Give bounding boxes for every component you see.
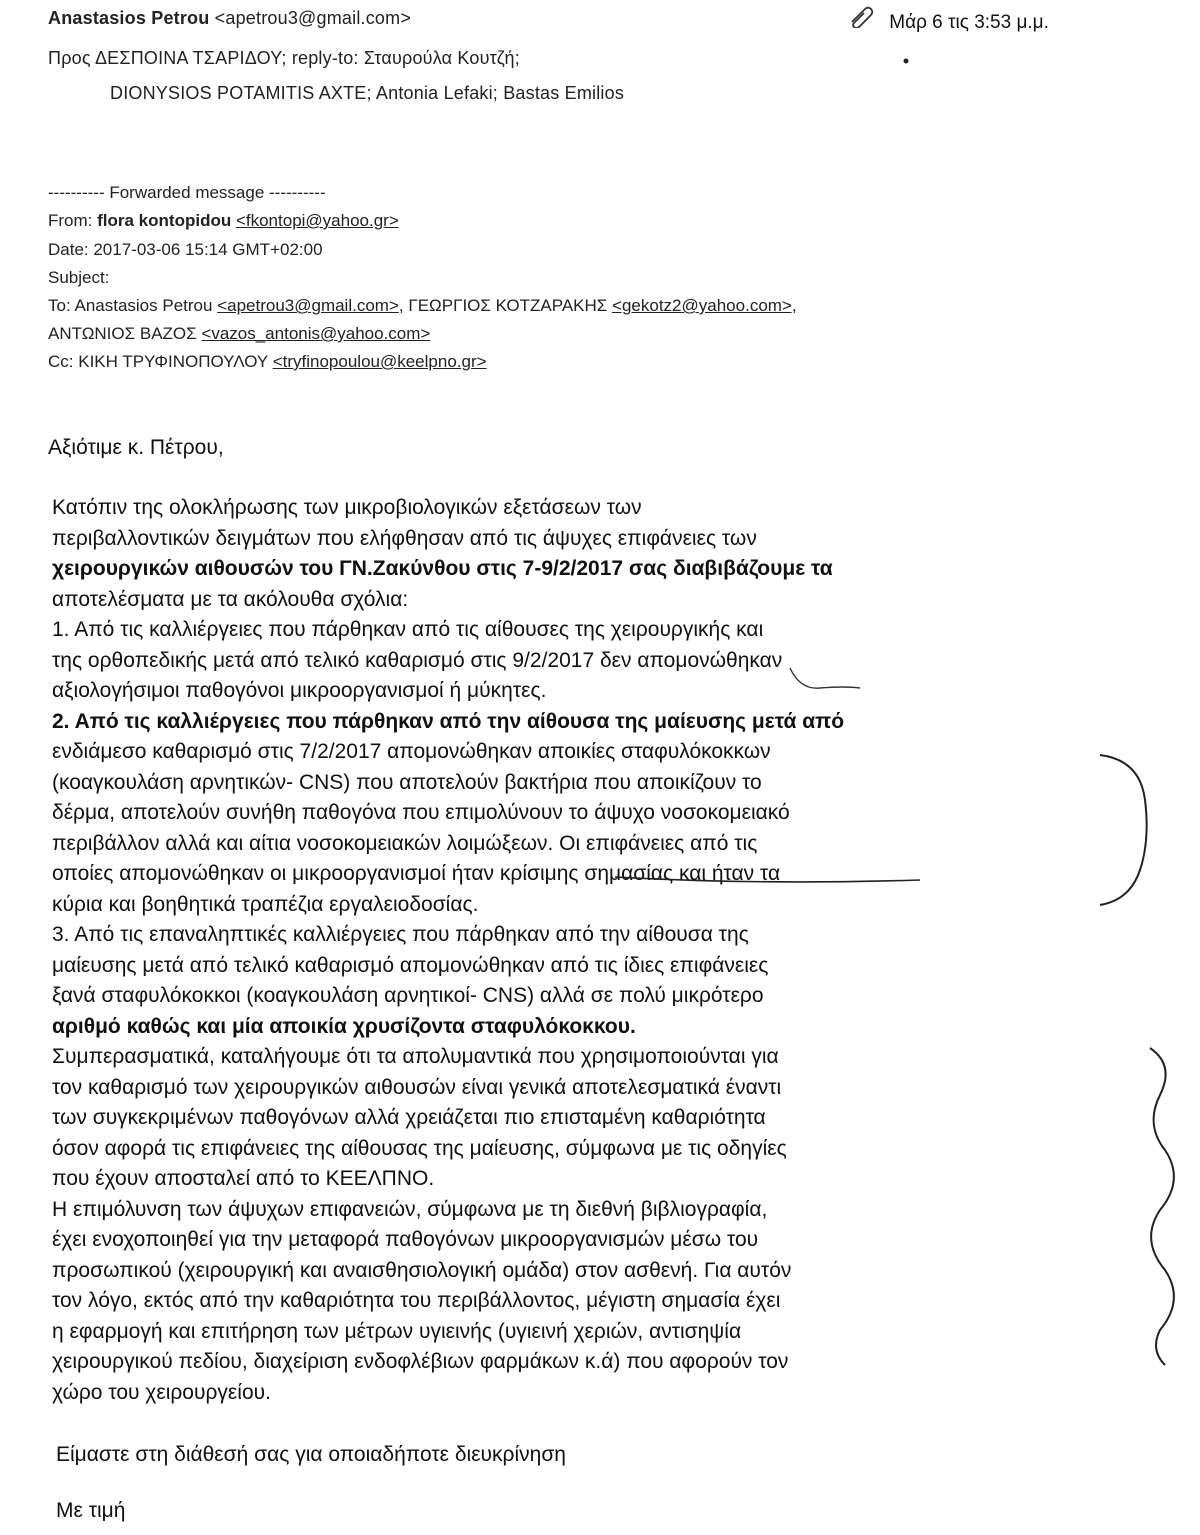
forwarded-date-line: Date: 2017-03-06 15:14 GMT+02:00 <box>48 240 323 259</box>
letter-line: περιβαλλοντικών δειγμάτων που ελήφθησαν από τις άψυχες επιφάνειες των <box>52 526 757 550</box>
letter-line: έχει ενοχοποιηθεί για την μεταφορά παθογόνων μικροοργανισμών μέσω του <box>52 1228 759 1251</box>
handwritten-wavy-line <box>1150 1048 1174 1365</box>
fw-to-1-email[interactable]: <apetrou3@gmail.com> <box>217 296 399 315</box>
letter-line: 3. Από τις επαναληπτικές καλλιέργειες που πάρθηκαν από την αίθουσα της <box>52 923 749 946</box>
letter-line: Η επιμόλυνση των άψυχων επιφανειών, σύμφωνα με τη διεθνή βιβλιογραφία, <box>52 1197 768 1221</box>
handwritten-bracket <box>1100 755 1147 905</box>
sender-name: Anastasios Petrou <box>48 8 210 28</box>
letter-greeting: Αξιότιμε κ. Πέτρου, <box>48 436 224 459</box>
fw-cc-name: ΚΙΚΗ ΤΡΥΦΙΝΟΠΟΥΛΟΥ <box>78 352 268 371</box>
letter-line: η εφαρμογή και επιτήρηση των μέτρων υγιεινής (υγιεινή χεριών, αντισηψία <box>52 1319 742 1343</box>
letter-line: χώρο του χειρουργείου. <box>52 1380 271 1404</box>
email-cc-line[interactable]: DIONYSIOS POTAMITIS AXTE; Antonia Lefaki; Bastas Emilios <box>110 83 625 103</box>
fw-cc-label: Cc: <box>48 352 74 371</box>
letter-line: δέρμα, αποτελούν συνήθη παθογόνα που επιμολύνουν το άψυχο νοσοκομειακό <box>52 801 790 824</box>
letter-line: όσον αφορά τις επιφάνειες της αίθουσας της μαίευσης, σύμφωνα με τις οδηγίες <box>52 1136 787 1160</box>
letter-line: 1. Από τις καλλιέργειες που πάρθηκαν από τις αίθουσες της χειρουργικής και <box>52 618 764 641</box>
to-recipients[interactable]: ΔΕΣΠΟΙΝΑ ΤΣΑΡΙΔΟΥ; reply-to: Σταυρούλα Κουτζή; <box>94 48 520 68</box>
handwritten-scribble <box>790 668 860 688</box>
letter-line: της ορθοπεδικής μετά από τελικό καθαρισμό στις 9/2/2017 δεν απομονώθηκαν <box>52 648 783 672</box>
fw-to-3-name: ΑΝΤΩΝΙΟΣ ΒΑΖΟΣ <box>48 324 197 343</box>
letter-line: Κατόπιν της ολοκλήρωσης των μικροβιολογικών εξετάσεων των <box>52 496 642 519</box>
email-date: Μάρ 6 τις 3:53 μ.μ. <box>889 12 1049 33</box>
sender-email[interactable]: <apetrou3@gmail.com> <box>214 8 412 28</box>
letter-line: περιβάλλον αλλά και αίτια νοσοκομειακών λοιμώξεων. Οι επιφάνειες από τις <box>52 831 758 855</box>
letter-line: που έχουν αποσταλεί από το ΚΕΕΛΠΝΟ. <box>52 1167 435 1190</box>
forwarded-separator: ---------- Forwarded message ---------- <box>48 183 326 202</box>
letter-line: χειρουργικών αιθουσών του ΓΝ.Ζακύνθου στις 7-9/2/2017 σας διαβιβάζουμε τα <box>52 557 833 580</box>
letter-line: Συμπερασματικά, καταλήγουμε ότι τα απολυμαντικά που χρησιμοποιούνται για <box>52 1045 779 1068</box>
letter-line: ξανά σταφυλόκοκκοι (κοαγκουλάση αρνητικοί- CNS) αλλά σε πολύ μικρότερο <box>52 984 764 1007</box>
letter-line: ενδιάμεσο καθαρισμό στις 7/2/2017 απομονώθηκαν αποικίες σταφυλόκοκκων <box>52 740 771 763</box>
to-label: Προς <box>48 48 91 68</box>
letter-line: αριθμό καθώς και μία αποικία χρυσίζοντα σταφυλόκοκκου. <box>52 1014 636 1038</box>
letter-line: μαίευσης μετά από τελικό καθαρισμό απομονώθηκαν από τις ίδιες επιφάνειες <box>52 953 769 977</box>
fw-to-2-name: ΓΕΩΡΓΙΟΣ ΚΟΤΖΑΡΑΚΗΣ <box>408 296 608 315</box>
fw-to-label: To: <box>48 296 71 315</box>
letter-line: κύρια και βοηθητικά τραπέζια εργαλειοδοσίας. <box>52 892 479 916</box>
letter-line: οποίες απομονώθηκαν οι μικροοργανισμοί ήταν κρίσιμης σημασίας και ήταν τα <box>52 862 781 885</box>
letter-line: αξιολογήσιμοι παθογόνοι μικροοργανισμοί ή μύκητες. <box>52 679 547 702</box>
letter-line: τον λόγο, εκτός από την καθαριότητα του περιβάλλοντος, μέγιστη σημασία έχει <box>52 1289 781 1312</box>
fw-to-1-name: Anastasios Petrou <box>74 296 213 315</box>
letter-line: χειρουργικού πεδίου, διαχείριση ενδοφλέβιων φαρμάκων κ.ά) που αφορούν τον <box>52 1350 789 1373</box>
forwarded-to-line: To: Anastasios Petrou <apetrou3@gmail.com>, ΓΕΩΡΓΙΟΣ ΚΟΤΖΑΡΑΚΗΣ <gekotz2@yahoo.com>, <box>48 296 797 315</box>
letter-signoff: Με τιμή <box>56 1499 126 1522</box>
fw-cc-email[interactable]: <tryfinopoulou@keelpno.gr> <box>272 352 487 371</box>
letter-line: προσωπικού (χειρουργική και αναισθησιολογική ομάδα) στον ασθενή. Για αυτόν <box>52 1258 792 1282</box>
letter-line: 2. Από τις καλλιέργειες που πάρθηκαν από την αίθουσα της μαίευσης μετά από <box>52 709 845 733</box>
from-email[interactable]: <fkontopi@yahoo.gr> <box>235 211 399 230</box>
from-name: flora kontopidou <box>97 211 232 230</box>
letter-line: των συγκεκριμένων παθογόνων αλλά χρειάζεται πιο επισταμένη καθαριότητα <box>52 1106 766 1129</box>
fw-to-3-email[interactable]: <vazos_antonis@yahoo.com> <box>201 324 431 343</box>
letter-line: αποτελέσματα με τα ακόλουθα σχόλια: <box>52 587 409 611</box>
letter-line: τον καθαρισμό των χειρουργικών αιθουσών είναι γενικά αποτελεσματικά έναντι <box>52 1075 782 1099</box>
fw-to-2-email[interactable]: <gekotz2@yahoo.com>, <box>612 296 797 315</box>
from-label: From: <box>48 211 93 230</box>
handwritten-underline <box>615 877 920 882</box>
scan-dot <box>904 59 909 64</box>
letter-line: (κοαγκουλάση αρνητικών- CNS) που αποτελούν βακτήρια που αποικίζουν το <box>52 770 762 794</box>
forwarded-subject-line: Subject: <box>48 268 110 287</box>
letter-closing-line: Είμαστε στη διάθεσή σας για οποιαδήποτε διευκρίνηση <box>56 1443 566 1466</box>
